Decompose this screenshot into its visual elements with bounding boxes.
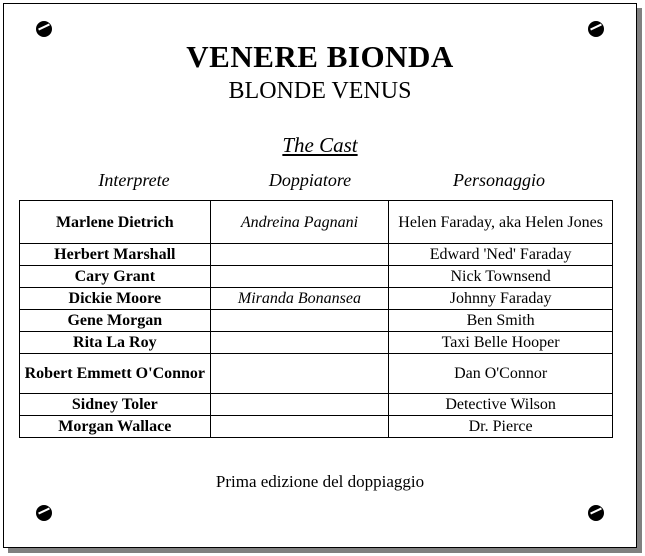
voice-cell: Andreina Pagnani: [210, 201, 389, 244]
plaque: [3, 3, 637, 548]
actor-cell: Robert Emmett O'Connor: [20, 354, 211, 394]
voice-cell: [210, 266, 389, 288]
actor-cell: Rita La Roy: [20, 332, 211, 354]
role-cell: Dr. Pierce: [389, 416, 613, 438]
cast-table: [19, 200, 613, 438]
voice-cell: [210, 310, 389, 332]
role-cell: Johnny Faraday: [389, 288, 613, 310]
voice-cell: [210, 332, 389, 354]
actor-cell: Sidney Toler: [20, 394, 211, 416]
footer-note: Prima edizione del doppiaggio: [215, 472, 425, 491]
voice-cell: [210, 244, 389, 266]
table-row: [20, 354, 613, 394]
actor-cell: Herbert Marshall: [20, 244, 211, 266]
screw-top-right-icon: [588, 21, 604, 37]
table-row: [20, 416, 613, 438]
actor-cell: Marlene Dietrich: [20, 201, 211, 244]
table-row: [20, 266, 613, 288]
voice-cell: Miranda Bonansea: [210, 288, 389, 310]
table-row: [20, 394, 613, 416]
screw-bottom-right-icon: [588, 505, 604, 521]
actor-cell: Morgan Wallace: [20, 416, 211, 438]
actor-cell: Gene Morgan: [20, 310, 211, 332]
table-row: [20, 310, 613, 332]
role-cell: Helen Faraday, aka Helen Jones: [389, 201, 613, 244]
voice-cell: [210, 354, 389, 394]
role-cell: Detective Wilson: [389, 394, 613, 416]
table-row: [20, 332, 613, 354]
role-cell: Edward 'Ned' Faraday: [389, 244, 613, 266]
screw-top-left-icon: [36, 21, 52, 37]
title-english: BLONDE VENUS: [228, 78, 412, 104]
screw-bottom-left-icon: [36, 505, 52, 521]
table-row: [20, 244, 613, 266]
role-cell: Taxi Belle Hooper: [389, 332, 613, 354]
column-header-personaggio: Personaggio: [453, 170, 545, 190]
role-cell: Nick Townsend: [389, 266, 613, 288]
actor-cell: Dickie Moore: [20, 288, 211, 310]
role-cell: Dan O'Connor: [389, 354, 613, 394]
role-cell: Ben Smith: [389, 310, 613, 332]
title-italian: VENERE BIONDA: [186, 39, 454, 74]
column-header-interprete: Interprete: [98, 170, 170, 190]
table-row: [20, 288, 613, 310]
table-row: [20, 201, 613, 244]
actor-cell: Cary Grant: [20, 266, 211, 288]
cast-heading: The Cast: [282, 133, 358, 157]
column-header-doppiatore: Doppiatore: [268, 170, 352, 190]
voice-cell: [210, 394, 389, 416]
voice-cell: [210, 416, 389, 438]
